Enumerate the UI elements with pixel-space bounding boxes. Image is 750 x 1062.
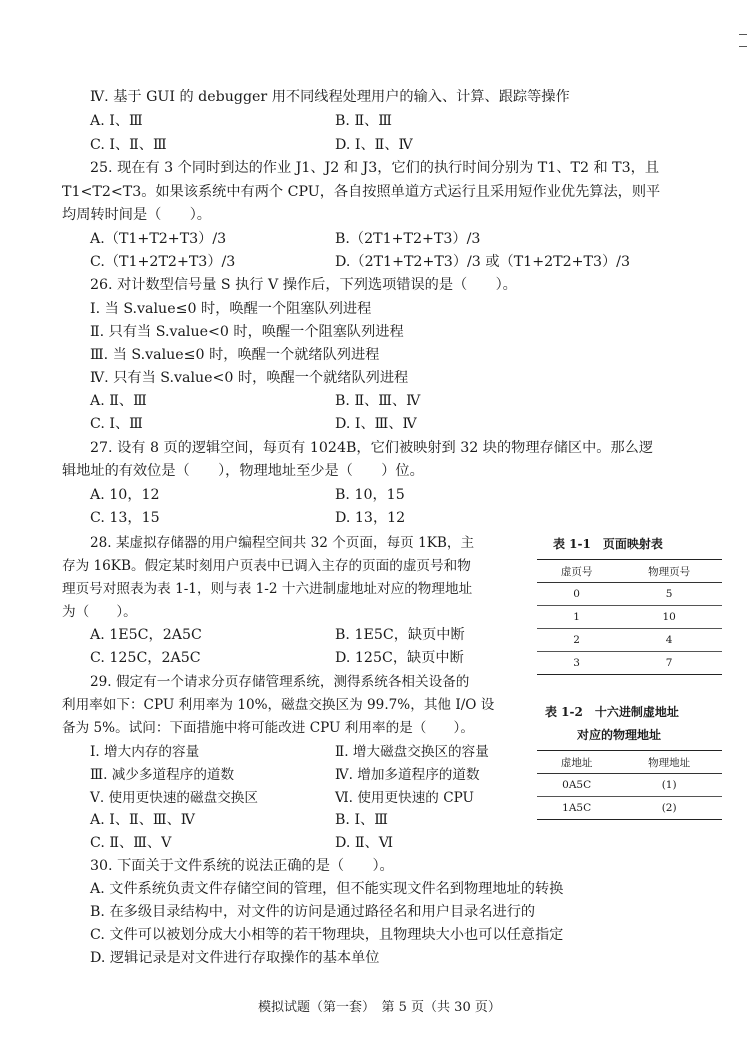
option-a: A. Ⅰ、Ⅲ bbox=[90, 113, 143, 129]
q28-stem-line1: 28. 某虚拟存储器的用户编程空间共 32 个页面，每页 1KB，主 bbox=[90, 535, 475, 551]
q27-stem-line2: 辑地址的有效位是（ ），物理地址至少是（ ）位。 bbox=[62, 463, 424, 479]
q28-option-c: C. 125C，2A5C bbox=[90, 650, 201, 666]
q26-item-iv: Ⅳ. 只有当 S.value<0 时，唤醒一个就绪队列进程 bbox=[90, 370, 409, 386]
table1-cell: 2 bbox=[537, 629, 616, 652]
option-c: C. Ⅰ、Ⅱ、Ⅲ bbox=[90, 137, 167, 153]
q27-option-d: D. 13，12 bbox=[335, 510, 406, 526]
q29-stem-line3: 备为 5%。试问：下面措施中将可能改进 CPU 利用率的是（ ）。 bbox=[62, 720, 474, 736]
option-b: B. Ⅱ、Ⅲ bbox=[335, 113, 392, 129]
table2-cell: (1) bbox=[616, 774, 722, 797]
q25-option-d: D.（2T1+T2+T3）/3 或（T1+2T2+T3）/3 bbox=[335, 254, 630, 270]
table1-header-virtual-page: 虚页号 bbox=[537, 560, 616, 583]
q29-measure-ii: Ⅱ. 增大磁盘交换区的容量 bbox=[335, 744, 489, 760]
q29-option-b: B. Ⅰ、Ⅲ bbox=[335, 812, 388, 828]
table1-cell: 4 bbox=[616, 629, 722, 652]
q26-item-i: Ⅰ. 当 S.value≤0 时，唤醒一个阻塞队列进程 bbox=[90, 301, 372, 317]
q29-option-d: D. Ⅱ、Ⅵ bbox=[335, 835, 393, 851]
q25-option-c: C.（T1+2T2+T3）/3 bbox=[90, 254, 236, 270]
q27-option-b: B. 10，15 bbox=[335, 487, 405, 503]
table1-caption: 表 1-1 页面映射表 bbox=[553, 537, 663, 551]
q30-stem: 30. 下面关于文件系统的说法正确的是（ ）。 bbox=[90, 858, 394, 874]
table2-caption-line1: 表 1-2 十六进制虚地址 bbox=[545, 705, 679, 719]
q26-option-b: B. Ⅱ、Ⅲ、Ⅳ bbox=[335, 393, 421, 409]
q25-stem-line3: 均周转时间是（ ）。 bbox=[62, 207, 211, 223]
table2-header-physical-address: 物理地址 bbox=[616, 751, 722, 774]
table1-cell: 0 bbox=[537, 583, 616, 606]
option-iv-text: Ⅳ. 基于 GUI 的 debugger 用不同线程处理用户的输入、计算、跟踪等操作 bbox=[90, 89, 570, 105]
table2-caption-line2: 对应的物理地址 bbox=[577, 728, 662, 742]
table2-cell: (2) bbox=[616, 797, 722, 820]
q29-measure-iii: Ⅲ. 减少多道程序的道数 bbox=[90, 767, 235, 783]
q29-measure-iv: Ⅳ. 增加多道程序的道数 bbox=[335, 767, 480, 783]
q28-stem-line4: 为（ ）。 bbox=[62, 604, 137, 620]
table2-cell: 0A5C bbox=[537, 774, 616, 797]
q29-measure-v: Ⅴ. 使用更快速的磁盘交换区 bbox=[90, 790, 258, 806]
q28-option-a: A. 1E5C，2A5C bbox=[90, 627, 202, 643]
q26-option-d: D. Ⅰ、Ⅲ、Ⅳ bbox=[335, 416, 417, 432]
table1-cell: 1 bbox=[537, 606, 616, 629]
q28-stem-line2: 存为 16KB。假定某时刻用户页表中已调入主存的页面的虚页号和物 bbox=[62, 558, 471, 574]
q29-stem-line2: 利用率如下：CPU 利用率为 10%，磁盘交换区为 99.7%，其他 I/O 设 bbox=[62, 697, 495, 713]
table1-header-physical-page: 物理页号 bbox=[616, 560, 722, 583]
table2-cell: 1A5C bbox=[537, 797, 616, 820]
q30-option-a: A. 文件系统负责文件存储空间的管理，但不能实现文件名到物理地址的转换 bbox=[90, 881, 564, 897]
q30-option-d: D. 逻辑记录是对文件进行存取操作的基本单位 bbox=[90, 950, 380, 966]
q28-option-d: D. 125C，缺页中断 bbox=[335, 650, 464, 666]
option-d: D. Ⅰ、Ⅱ、Ⅳ bbox=[335, 137, 413, 153]
table1-cell: 3 bbox=[537, 652, 616, 675]
q28-stem-line3: 理页号对照表为表 1-1，则与表 1-2 十六进制虚地址对应的物理地址 bbox=[62, 581, 473, 597]
q26-option-c: C. Ⅰ、Ⅲ bbox=[90, 416, 143, 432]
q29-measure-vi: Ⅵ. 使用更快速的 CPU bbox=[335, 790, 474, 806]
page-footer: 模拟试题（第一套） 第 5 页（共 30 页） bbox=[258, 1000, 501, 1015]
table1-cell: 7 bbox=[616, 652, 722, 675]
table1-cell: 5 bbox=[616, 583, 722, 606]
q25-stem-line1: 25. 现在有 3 个同时到达的作业 J1、J2 和 J3，它们的执行时间分别为 T1、T2 和 T3，且 bbox=[90, 160, 660, 176]
q28-option-b: B. 1E5C，缺页中断 bbox=[335, 627, 465, 643]
q30-option-c: C. 文件可以被划分成大小相等的若干物理块，且物理块大小也可以任意指定 bbox=[90, 927, 564, 943]
q30-option-b: B. 在多级目录结构中，对文件的访问是通过路径名和用户目录名进行的 bbox=[90, 904, 536, 920]
virtual-address-table bbox=[537, 750, 722, 820]
q25-stem-line2: T1<T2<T3。如果该系统中有两个 CPU，各自按照单道方式运行且采用短作业优先算法，则平 bbox=[62, 184, 661, 200]
q26-item-ii: Ⅱ. 只有当 S.value<0 时，唤醒一个阻塞队列进程 bbox=[90, 324, 404, 340]
binding-mark bbox=[739, 46, 747, 47]
q29-option-a: A. Ⅰ、Ⅱ、Ⅲ、Ⅳ bbox=[90, 812, 195, 828]
q27-option-c: C. 13，15 bbox=[90, 510, 160, 526]
q25-option-a: A.（T1+T2+T3）/3 bbox=[90, 231, 227, 247]
q27-stem-line1: 27. 设有 8 页的逻辑空间，每页有 1024B，它们被映射到 32 块的物理存储区中。那么逻 bbox=[90, 440, 654, 456]
q26-option-a: A. Ⅱ、Ⅲ bbox=[90, 393, 147, 409]
table2-header-virtual-address: 虚地址 bbox=[537, 751, 616, 774]
q29-measure-i: Ⅰ. 增大内存的容量 bbox=[90, 744, 200, 760]
page-mapping-table bbox=[537, 559, 722, 675]
binding-mark bbox=[739, 34, 747, 35]
q25-option-b: B.（2T1+T2+T3）/3 bbox=[335, 231, 481, 247]
table1-cell: 10 bbox=[616, 606, 722, 629]
q26-item-iii: Ⅲ. 当 S.value≤0 时，唤醒一个就绪队列进程 bbox=[90, 347, 380, 363]
q29-stem-line1: 29. 假定有一个请求分页存储管理系统，测得系统各相关设备的 bbox=[90, 674, 470, 690]
q26-stem: 26. 对计数型信号量 S 执行 V 操作后，下列选项错误的是（ ）。 bbox=[90, 277, 517, 293]
q27-option-a: A. 10，12 bbox=[90, 487, 160, 503]
q29-option-c: C. Ⅱ、Ⅲ、Ⅴ bbox=[90, 835, 172, 851]
